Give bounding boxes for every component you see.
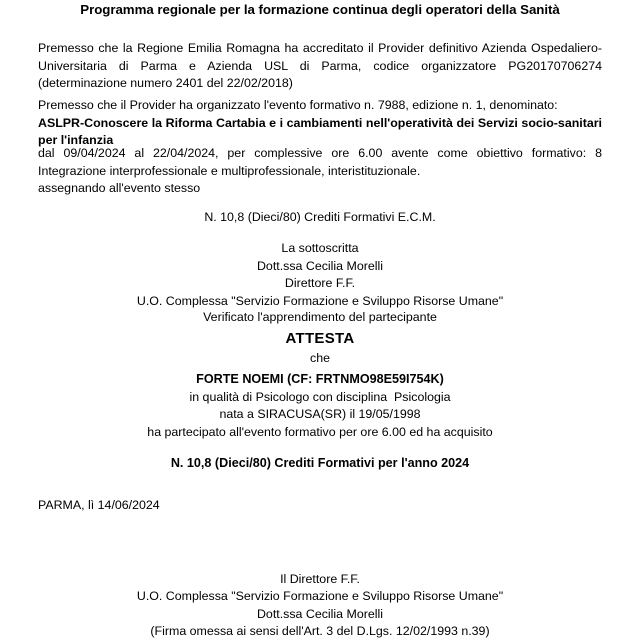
event-name-text: ASLPR-Conoscere la Riforma Cartabia e i cambiamenti nell'operatività dei Servizi socio-sanitari per l'infanzia (38, 115, 602, 147)
participant-qualification-text: in qualità di Psicologo con disciplina Psicologia (189, 389, 451, 404)
footer-name-text: Dott.ssa Cecilia Morelli (256, 606, 383, 621)
assigning-text: assegnando all'evento stesso (38, 181, 201, 195)
che-text: che (310, 351, 330, 365)
credits-year-line: N. 10,8 (Dieci/80) Crediti Formativi per l'anno 2024 (170, 456, 470, 470)
signer-intro-text: La sottoscritta (281, 241, 359, 255)
footer-signature-block (0, 571, 640, 641)
footer-role-text: Il Direttore F.F. (280, 572, 360, 586)
event-intro-text: Premesso che il Provider ha organizzato l'evento formativo n. 7988, edizione n. 1, denominato: (38, 98, 558, 112)
footer-unit-text: U.O. Complessa "Servizio Formazione e Sviluppo Risorse Umane" (136, 589, 504, 604)
signer-role-text: Direttore F.F. (284, 276, 356, 290)
event-period-text: dal 09/04/2024 al 22/04/2024, per complessive ore 6.00 avente come obiettivo formativo: 8 Integrazione interprofessionale e multiprofessionale, interistituzionale. (38, 146, 602, 178)
footer-signature-note-text: (Firma omessa ai sensi dell'Art. 3 del D.Lgs. 12/02/1993 n.39) (150, 624, 490, 639)
verified-learning-text: Verificato l'apprendimento del partecipante (203, 310, 437, 324)
participant-birth-text: nata a SIRACUSA(SR) il 19/05/1998 (219, 407, 421, 422)
place-date-text: PARMA, lì 14/06/2024 (38, 498, 160, 512)
signer-block (0, 240, 640, 310)
attesta-heading: ATTESTA (285, 330, 355, 347)
paragraph-provider-accreditation: Premesso che la Regione Emilia Romagna ha accreditato il Provider definitivo Azienda Ospedaliero-Universitaria di Parma e Azienda USL di Parma, codice organizzatore PG20170706274 (determinazione numero 2401 del 22/02/2018) (38, 41, 602, 90)
participant-block (0, 371, 640, 441)
page-title: Programma regionale per la formazione continua degli operatori della Sanità (80, 2, 560, 17)
paragraph-event-details (38, 97, 602, 150)
participant-attendance-text: ha partecipato all'evento formativo per ore 6.00 ed ha acquisito (147, 424, 493, 439)
signer-name-text: Dott.ssa Cecilia Morelli (256, 258, 383, 273)
credits-ecm-line: N. 10,8 (Dieci/80) Crediti Formativi E.C.M. (204, 210, 436, 224)
paragraph-event-period (38, 145, 602, 198)
signer-unit-text: U.O. Complessa "Servizio Formazione e Sviluppo Risorse Umane" (136, 293, 504, 308)
participant-name-text: FORTE NOEMI (CF: FRTNMO98E59I754K) (196, 372, 444, 386)
